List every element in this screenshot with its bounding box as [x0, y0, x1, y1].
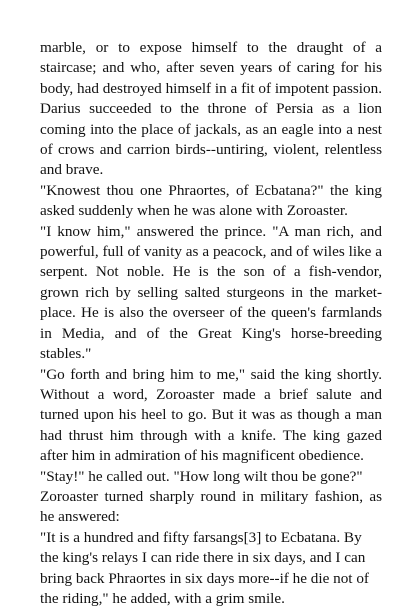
paragraph: "Go forth and bring him to me," said the king shortly. Without a word, Zoroaster made a brief salute and turned upon his heel to go. But it was as though a man had thrust him through with a knife. The king gazed after him in admiration of his magnificent obedience. — [40, 365, 382, 465]
paragraph: "I know him," answered the prince. "A man rich, and powerful, full of vanity as a peacock, and of wiles like a serpent. Not noble. He is the son of a fish-vendor, grown rich by selling salted sturgeons in the market-place. He is also the overseer of the queen's farmlands in Media, and of the Great King's horse-breeding stables." — [40, 222, 382, 363]
document-page — [40, 38, 382, 609]
paragraph: marble, or to expose himself to the draught of a staircase; and who, after seven years of caring for his body, had destroyed himself in a fit of impotent passion. Darius succeeded to the throne of Persia as a lion coming into the place of jackals, as an eagle into a nest of crows and carrion birds--untiring, violent, relentless and brave. — [40, 39, 382, 179]
paragraph: Zoroaster turned sharply round in military fashion, as he answered: — [40, 487, 382, 526]
paragraph: "It is a hundred and fifty farsangs[3] to Ecbatana. By the king's relays I can ride there in six days, and I can bring back Phraortes in six days more--if he die not of the riding," he added, with a grim smile. — [40, 528, 369, 607]
paragraph: "Stay!" he called out. "How long wilt thou be gone?" — [40, 467, 363, 485]
paragraph: "Knowest thou one Phraortes, of Ecbatana?" the king asked suddenly when he was alone with Zoroaster. — [40, 181, 382, 220]
